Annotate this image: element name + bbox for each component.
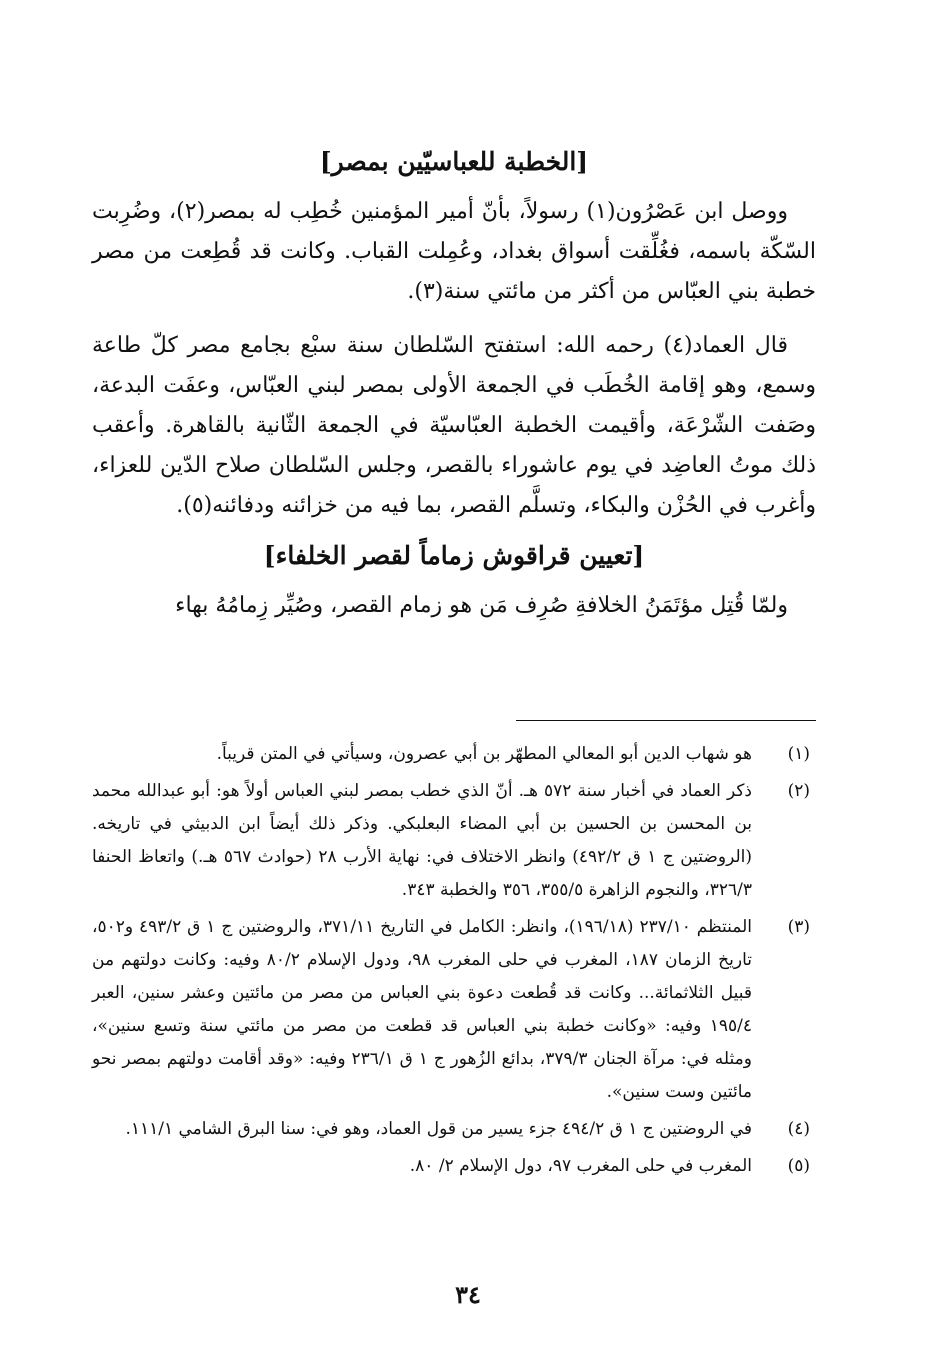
footnote-text: المنتظم ٢٣٧/١٠ (١٩٦/١٨)، وانظر: الكامل في التاريخ ٣٧١/١١، والروضتين ج ١ ق ٤٩٣/٢ و٥٠٢، تاريخ الزمان ١٨٧، المغرب في حلى المغرب ٩٨، ودول الإسلام ٨٠/٢ وفيه: وكانت دولتهم من قبيل الثلاثمائة... وكانت قد قُطعت دعوة بني العباس من مصر من مائتين وعشر سنين، العبر ١٩٥/٤ وفيه: «وكانت خطبة بني العباس قد قطعت من مصر من مائتي سنة وتسع سنين»، ومثله في: مرآة الجنان ٣٧٩/٣، بدائع الزُهور ج ١ ق ٢٣٦/١ وفيه: «وقد أقامت دولتهم بمصر نحو مائتين وست سنين». — [92, 917, 753, 1102]
footnote-text: المغرب في حلى المغرب ٩٧، دول الإسلام ٢/ ٨٠. — [409, 1156, 752, 1176]
footnote — [92, 911, 816, 1109]
page-number: ٣٤ — [455, 1280, 481, 1309]
section-heading-qaraqush: [تعيين قراقوش زماماً لقصر الخلفاء] — [263, 541, 645, 570]
footnotes-list — [92, 738, 816, 1187]
footnote-number: (١) — [787, 744, 810, 764]
section-heading-abbasid-sermon: [الخطبة للعباسيّين بمصر] — [319, 147, 589, 176]
footnote — [92, 738, 816, 771]
footnote — [92, 775, 816, 907]
footnote-text: هو شهاب الدين أبو المعالي المطهّر بن أبي عصرون، وسيأتي في المتن قريباً. — [216, 744, 752, 764]
body-paragraph: ولمّا قُتِل مؤتَمَنُ الخلافةِ صُرِف مَن هو زمام القصر، وصُيِّر زِمامُهُ بهاء — [175, 593, 788, 618]
footnote-number: (٢) — [787, 781, 810, 801]
footnote — [92, 1113, 816, 1146]
body-paragraph: قال العماد(٤) رحمه الله: استفتح السّلطان سنة سبْع بجامع مصر كلّ طاعة وسمع، وهو إقامة الخُطَب في الجمعة الأولى بمصر لبني العبّاس، وعفَت البدعة، وصَفت الشّرْعَة، وأقيمت الخطبة العبّاسيّة في الجمعة الثّانية بالقاهرة. وأعقب ذلك موتُ العاضِد في يوم عاشوراء بالقصر، وجلس السّلطان صلاح الدّين للعزاء، وأغرب في الحُزْن والبكاء، وتسلَّم القصر، بما فيه من خزائنه ودفائنه(٥). — [92, 333, 816, 518]
footnote-number: (٣) — [787, 917, 810, 937]
main-text — [92, 142, 816, 626]
footnote-number: (٤) — [787, 1119, 810, 1139]
footnote-text: ذكر العماد في أخبار سنة ٥٧٢ هـ. أنّ الذي خطب بمصر لبني العباس أولاً هو: أبو عبدالله محمد بن المحسن بن الحسين بن أبي المضاء البعلبكي. وذكر ذلك أيضاً ابن الدبيثي في تاريخه. (الروضتين ج ١ ق ٤٩٢/٢) وانظر الاختلاف في: نهاية الأرب ٢٨ (حوادث ٥٦٧ هـ.) واتعاظ الحنفا ٣٢٦/٣، والنجوم الزاهرة ٣٥٥/٥، ٣٥٦ والخطبة ٣٤٣. — [92, 781, 752, 900]
footnote-text: في الروضتين ج ١ ق ٤٩٤/٢ جزء يسير من قول العماد، وهو في: سنا البرق الشامي ١١١/١. — [125, 1119, 752, 1139]
footnote-number: (٥) — [787, 1156, 810, 1176]
body-paragraph: ووصل ابن عَصْرُون(١) رسولاً، بأنّ أمير المؤمنين خُطِب له بمصر(٢)، وضُرِبت السّكّة باسمه، فغُلِّقت أسواق بغداد، وعُمِلت القباب. وكانت قد قُطِعت من مصر خطبة بني العبّاس من أكثر من مائتي سنة(٣). — [92, 199, 816, 304]
footnote — [92, 1150, 816, 1183]
footnote-separator — [516, 720, 816, 721]
